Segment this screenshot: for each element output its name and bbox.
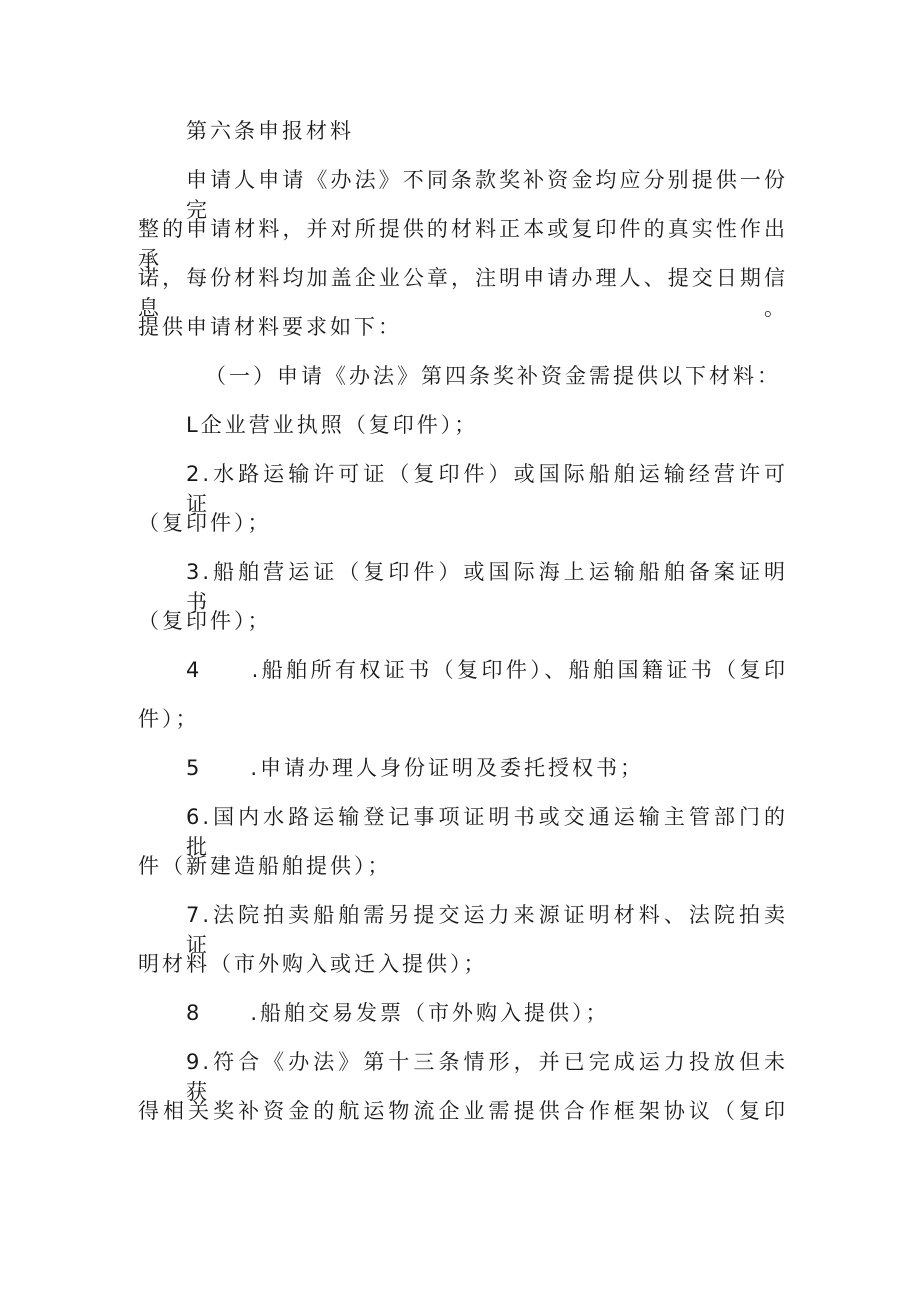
item-7-line-1: 7.法院拍卖船舶需另提交运力来源证明材料、法院拍卖证 <box>186 903 788 957</box>
item-4-line-1: 4 .船舶所有权证书（复印件）、船舶国籍证书（复印 <box>186 658 788 682</box>
item-5-line-1: 5 .申请办理人身份证明及委托授权书； <box>186 756 645 780</box>
item-3-line-2: （复印件）； <box>138 609 272 633</box>
intro-line-1: 申请人申请《办法》不同条款奖补资金均应分别提供一份完 <box>186 168 788 222</box>
item-9-line-1: 9.符合《办法》第十三条情形，并已完成运力投放但未获 <box>186 1050 788 1104</box>
item-9-line-2: 得相关奖补资金的航运物流企业需提供合作框架协议（复印 <box>138 1099 788 1123</box>
item-3-line-1: 3.船舶营运证（复印件）或国际海上运输船舶备案证明书 <box>186 560 788 614</box>
item-6-line-2: 件（新建造船舶提供）； <box>138 854 392 878</box>
intro-line-4: 提供申请材料要求如下： <box>138 315 402 339</box>
item-4-line-2: 件）； <box>138 707 200 731</box>
section-heading: 第六条申报材料 <box>186 119 354 143</box>
item-2-line-1: 2.水路运输许可证（复印件）或国际船舶运输经营许可证 <box>186 462 788 516</box>
item-8-line-1: 8 .船舶交易发票（市外购入提供）； <box>186 1001 610 1025</box>
item-1-line-1: L企业营业执照（复印件）； <box>186 413 479 437</box>
subheading: （一）申请《办法》第四条奖补资金需提供以下材料： <box>205 364 781 388</box>
item-6-line-1: 6.国内水路运输登记事项证明书或交通运输主管部门的批 <box>186 805 788 859</box>
intro-line-2: 整的申请材料，并对所提供的材料正本或复印件的真实性作出承 <box>138 217 788 271</box>
item-2-line-2: （复印件）； <box>138 511 272 535</box>
item-7-line-2: 明材料（市外购入或迁入提供）； <box>138 952 488 976</box>
intro-line-3: 诺，每份材料均加盖企业公章，注明申请办理人、提交日期信息。 <box>138 266 788 320</box>
